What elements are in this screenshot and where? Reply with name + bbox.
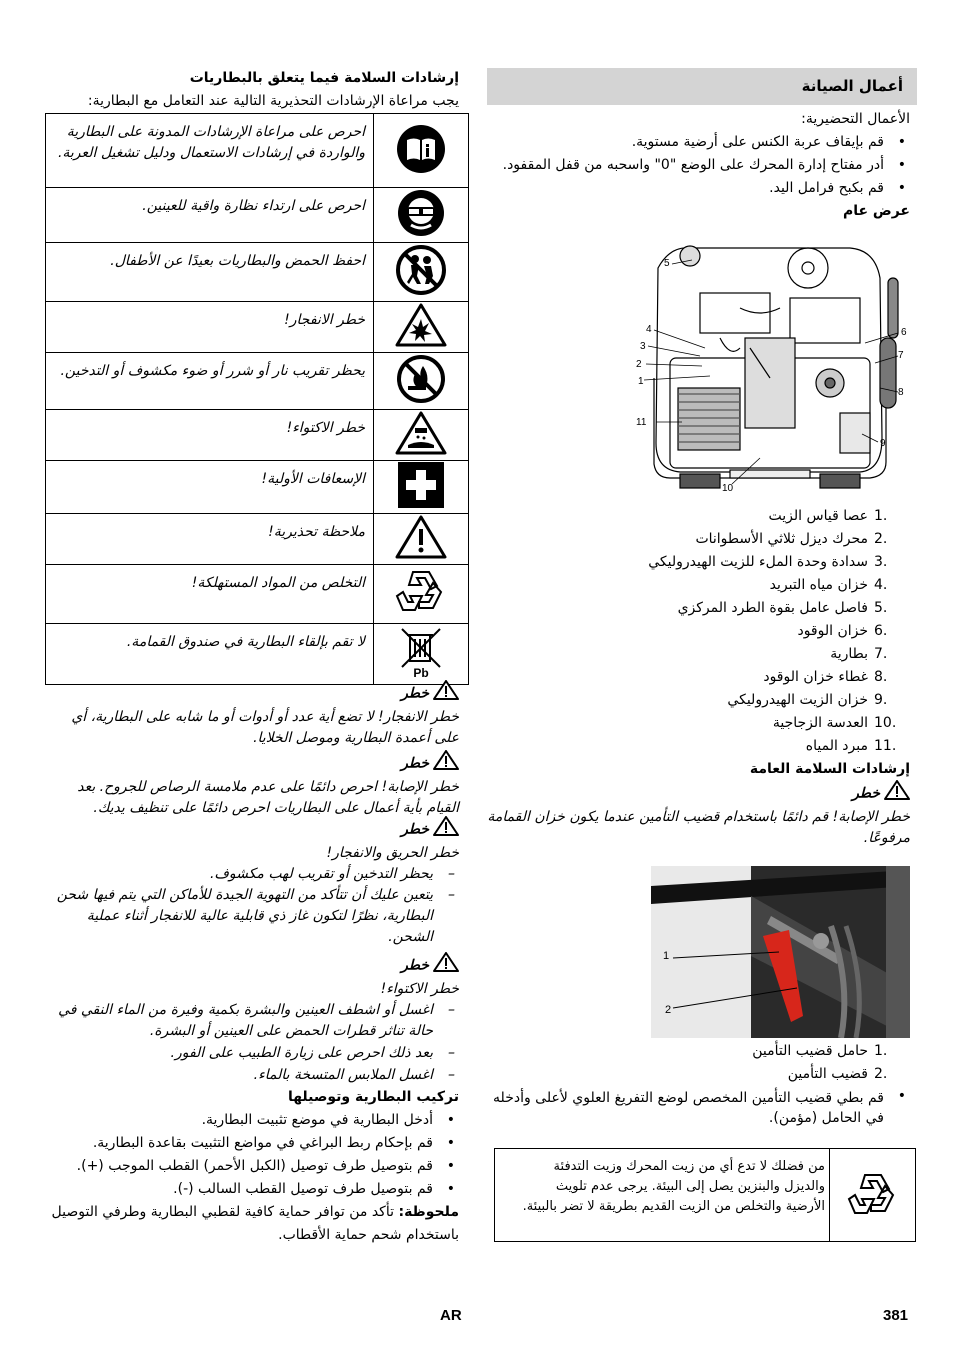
maintenance-header: أعمال الصيانة [487, 68, 917, 105]
table-row-text: خطر الانفجار! [46, 302, 374, 353]
table-row-text: لا تقم بإلقاء البطارية في صندوق القمامة. [46, 624, 374, 685]
language-code: AR [440, 1307, 462, 1324]
list-item: 4. خزان مياه التبريد [769, 577, 888, 593]
sweeper-drawing [630, 238, 910, 500]
danger-heading: خطر [45, 816, 459, 843]
battery-safety-intro: يجب مراعاة الإرشادات التحذيرية التالية عند التعامل مع البطارية: [87, 93, 459, 109]
list-item: 2. محرك ديزل ثلاثي الأسطوانات [695, 531, 888, 547]
danger-block-2 [45, 750, 459, 819]
warning-icon [433, 750, 459, 777]
no-fire-icon [374, 353, 469, 410]
sweeper-overview-figure [630, 238, 910, 500]
safety-rod-figure [651, 866, 910, 1038]
page-number: 381 [883, 1307, 909, 1324]
note: ملحوظة: تأكد من توافر حماية كافية لقطبي البطارية وطرفي التوصيل باستخدام شحم حماية الأقطاب. [51, 1204, 459, 1243]
danger-subtitle: خطر الاكتواء! [380, 981, 459, 997]
warning-icon [433, 816, 459, 843]
list-item: – اغسل الملابس المتسخة بالماء. [253, 1067, 455, 1083]
table-row-text: الإسعافات الأولية! [46, 461, 374, 514]
list-item: • أدخل البطارية في موضع تثبيت البطارية. [201, 1112, 455, 1128]
list-item: • قم بتوصيل طرف توصيل القطب السالب (-). [173, 1181, 455, 1197]
keep-children-away-icon [374, 243, 469, 302]
parts-list [487, 505, 910, 781]
prep-title: الأعمال التحضيرية: [801, 111, 910, 127]
callout-label: 11 [636, 417, 647, 428]
danger-block-1 [45, 680, 459, 749]
callout-label: 7 [898, 350, 904, 361]
danger-block-4 [45, 952, 459, 1086]
table-row-text: احرص على مراعاة الإرشادات المدونة على البطارية والواردة في إرشادات الاستعمال ودليل تشغيل العربة. [46, 114, 374, 188]
prep-section [487, 108, 910, 223]
list-item: 9. خزان الزيت الهيدروليكي [727, 692, 888, 708]
recycle-icon [829, 1149, 915, 1241]
explosion-icon [374, 302, 469, 353]
table-row-text: خطر الاكتواء! [46, 410, 374, 461]
first-aid-icon [374, 461, 469, 514]
list-item: • قم بكبح فرامل اليد. [769, 180, 906, 196]
table-row-text: يحظر تقريب نار أو شرر أو ضوء مكشوف أو التدخين. [46, 353, 374, 410]
list-item: 1. عصا قياس الزيت [768, 508, 888, 524]
no-bin-icon [374, 624, 469, 685]
pb-label: Pb [413, 666, 429, 679]
list-item: • أدر مفتاح إدارة المحرك على الوضع "0" واسحبه من قفل المقفود. [502, 157, 906, 173]
list-item: 6. خزان الوقود [797, 623, 888, 639]
overview-title: عرض عام [842, 203, 910, 219]
callout-label: 1 [638, 376, 644, 387]
table-row-text: احفظ الحمض والبطاريات بعيدًا عن الأطفال. [46, 243, 374, 302]
corrosive-icon [374, 410, 469, 461]
callout-label: 3 [640, 341, 646, 352]
callout-label: 10 [722, 483, 734, 494]
list-item: 10. العدسة الزجاجية [772, 715, 897, 731]
danger-text: خطر الإصابة! احرص دائمًا على عدم ملامسة الرصاص للجروح. بعد القيام بأية أعمال على البطاريات احرص دائمًا على تنظيف يديك. [77, 779, 459, 816]
table-row-text: احرص على ارتداء نظارة واقية للعينين. [46, 188, 374, 243]
callout-label: 1 [663, 950, 670, 962]
list-item: 5. فاصل عامل بقوة الطرد المركزي [677, 600, 888, 616]
goggles-icon [374, 188, 469, 243]
table-row-text: التخلص من المواد المستهلكة! [46, 565, 374, 624]
danger-heading: خطر [45, 952, 459, 979]
list-item: – يحظر التدخين أو تقريب لهب مكشوف. [209, 866, 455, 882]
list-item: • قم بإحكام ربط البراغي في مواضع التثبيت بقاعدة البطارية. [92, 1135, 455, 1151]
callout-label: 9 [880, 438, 886, 449]
list-item: – بعد ذلك احرص على زيارة الطبيب على الفور. [170, 1045, 455, 1061]
warning-icon [433, 952, 459, 979]
callout-label: 2 [636, 359, 642, 370]
install-title: تركيب البطارية وتوصيلها [287, 1089, 459, 1105]
safety-rod-photo [651, 866, 910, 1038]
list-item: 8. غطاء خزان الوقود [763, 669, 888, 685]
battery-safety-table [45, 113, 469, 685]
list-item: – يتعين عليك أن تتأكد من التهوية الجيدة للأماكن التي يتم فيها شحن البطارية، نظرًا لتكون غاز ذي قابلية عالية للانفجار أثناء عملية الشحن. [56, 887, 455, 945]
danger-heading: خطر [487, 780, 910, 807]
callout-label: 6 [901, 327, 907, 338]
table-row-text: ملاحظة تحذيرية! [46, 514, 374, 565]
manual-info-icon [374, 114, 469, 188]
list-item: 7. بطارية [830, 646, 888, 662]
recycle-icon [374, 565, 469, 624]
callout-label: 2 [665, 1004, 672, 1016]
callout-label: 4 [646, 324, 652, 335]
danger-heading: خطر [45, 750, 459, 777]
callout-label: 8 [898, 387, 904, 398]
general-danger-block [487, 780, 910, 849]
environment-note-box [494, 1148, 916, 1242]
danger-block-3 [45, 816, 459, 948]
callout-label: 5 [664, 258, 670, 269]
list-item: 2. قضيب التأمين [787, 1066, 888, 1082]
danger-text: خطر الإصابة! قم دائمًا باستخدام قضيب التأمين عندما يكون خزان القمامة مرفوعًا. [487, 809, 910, 846]
list-item: 3. سدادة وحدة الملء للزيت الهيدروليكي [648, 554, 888, 570]
list-item: • قم بإيقاف عربة الكنس على أرضية مستوية. [631, 134, 906, 150]
list-item: • قم بطي قضيب التأمين المخصص لوضع التفريغ العلوي لأعلى وأدخله في الحامل (مؤمن). [493, 1088, 906, 1126]
list-item: – اغسل أو اشطف العينين والبشرة بكمية وفيرة من الماء النقي في حالة تناثر قطرات الحمض على العينين أو البشرة. [58, 1002, 455, 1039]
general-safety-title: إرشادات السلامة العامة [749, 761, 910, 777]
install-section [45, 1086, 459, 1247]
warning-icon [374, 514, 469, 565]
warning-icon [433, 680, 459, 707]
danger-text: خطر الانفجار! لا تضع أية عدد أو أدوات أو ما شابه على البطارية، أي على أعمدة البطارية وموصل الخلايا. [71, 709, 459, 746]
list-item: • قم بتوصيل طرف توصيل (الكبل الأحمر) القطب الموجب (+). [76, 1158, 455, 1174]
battery-safety-title: إرشادات السلامة فيما يتعلق بالبطاريات [189, 70, 459, 86]
danger-subtitle: خطر الحريق والانفجار! [326, 845, 459, 861]
warning-icon [884, 780, 910, 807]
list-item: 1. حامل قضيب التأمين [752, 1043, 888, 1059]
holder-list [487, 1040, 910, 1128]
list-item: 11. مبرد المياه [805, 738, 897, 754]
environment-note-text: من فضلك لا تدع أي من زيت المحرك وزيت التدفئة والديزل والبنزين يصل إلى البيئة. يرجى عدم تلويث الأرضية والتخلص من الزيت القديم بطريقة لا تضر بالبيئة. [522, 1159, 825, 1214]
danger-heading: خطر [45, 680, 459, 707]
